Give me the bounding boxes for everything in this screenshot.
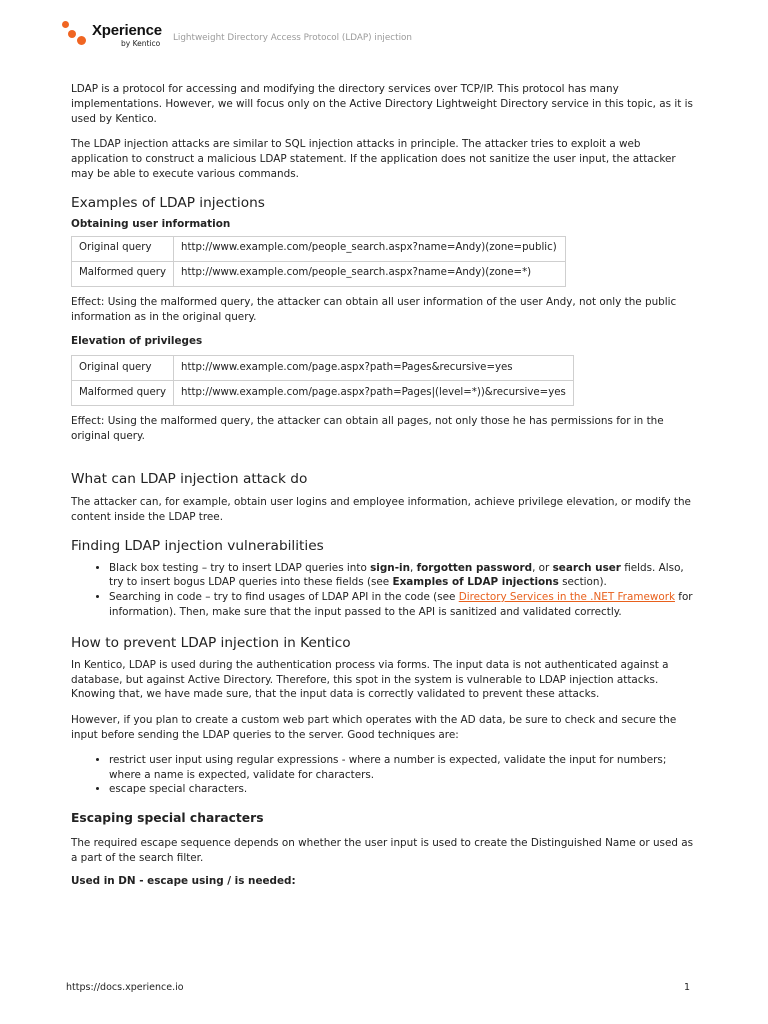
xperience-logo[interactable]	[62, 20, 162, 56]
query-table-user-info	[71, 236, 566, 287]
logo-by-line: by Kentico	[121, 39, 161, 48]
table-row	[72, 261, 566, 286]
section-heading-finding: Finding LDAP injection vulnerabilities	[71, 537, 324, 554]
section-heading-examples: Examples of LDAP injections	[71, 194, 265, 211]
table-row	[72, 381, 574, 406]
list-item-text: , or	[532, 561, 553, 574]
effect-text: Effect: Using the malformed query, the attacker can obtain all user information of the user Andy, not only the public information as in the original query.	[71, 295, 677, 323]
finding-list	[71, 561, 701, 620]
table-cell-label: Original query	[72, 236, 174, 261]
section-heading-escaping: Escaping special characters	[71, 811, 264, 826]
table-cell-label: Malformed query	[72, 381, 174, 406]
list-item-text: ,	[409, 561, 417, 574]
table-cell-query: http://www.example.com/page.aspx?path=Pages&recursive=yes	[174, 356, 574, 381]
logo-brand-text: Xperience	[92, 22, 162, 39]
list-item: • restrict user input using regular expressions - where a number is expected, validate the input for numbers; where a name is expected, validate for characters.	[109, 753, 701, 783]
section-heading-prevent: How to prevent LDAP injection in Kentico	[71, 634, 351, 651]
prevent-paragraph: In Kentico, LDAP is used during the authentication process via forms. The input data is not authenticated against a database, but against Active Directory. Therefore, this spot in the system is vulnerable to LDAP injection attacks. Knowing that, we have made sure, that the input data is correctly validated to prevent these attacks.	[71, 658, 669, 701]
dn-escape-label: Used in DN - escape using / is needed:	[71, 874, 296, 887]
list-item-text: for information). Then, make sure that the input passed to the API is sanitized and validated correctly.	[109, 591, 693, 618]
table-cell-query: http://www.example.com/page.aspx?path=Pages|(level=*))&recursive=yes	[174, 381, 574, 406]
table-row	[72, 356, 574, 381]
intro-paragraph: The LDAP injection attacks are similar to SQL injection attacks in principle. The attacker tries to exploit a web application to construct a malicious LDAP statement. If the application does not sanitize the user input, the attacker may be able to execute various commands.	[71, 138, 676, 180]
emphasis-text: search user	[552, 561, 621, 574]
logo-dot-icon	[68, 30, 76, 38]
escaping-text: The required escape sequence depends on whether the user input is used to create the Distinguished Name or used as a part of the search filter.	[71, 837, 694, 864]
directory-services-link[interactable]: Directory Services in the .NET Framework	[458, 591, 675, 604]
list-item-text: section).	[558, 576, 607, 589]
page-number: 1	[684, 982, 691, 993]
prevent-paragraph: However, if you plan to create a custom web part which operates with the AD data, be sure to check and secure the input before sending the LDAP queries to the server. Good techniques are:	[71, 714, 677, 741]
list-item-text: Searching in code – try to find usages of LDAP API in the code (see	[109, 591, 459, 604]
table-cell-query: http://www.example.com/people_search.aspx?name=Andy)(zone=public)	[174, 236, 566, 261]
list-item-text: fields. Also, try to insert bogus LDAP queries into these fields (see	[109, 561, 684, 589]
intro-paragraph: LDAP is a protocol for accessing and modifying the directory services over TCP/IP. This protocol has many implementations. However, we will focus only on the Active Directory Lightweight Directory service in this topic, as it is used by Kentico.	[71, 83, 693, 125]
query-table-privileges	[71, 355, 574, 406]
footer-url: https://docs.xperience.io	[66, 982, 184, 993]
list-item	[109, 590, 701, 620]
techniques-list	[71, 753, 701, 797]
table-cell-label: Malformed query	[72, 261, 174, 286]
table-cell-query: http://www.example.com/people_search.aspx?name=Andy)(zone=*)	[174, 261, 566, 286]
subheading-privileges: Elevation of privileges	[71, 335, 203, 348]
effect-text: Effect: Using the malformed query, the attacker can obtain all pages, not only those he has permissions for in the original query.	[71, 415, 664, 443]
list-item	[109, 561, 701, 591]
what-can-text: The attacker can, for example, obtain user logins and employee information, achieve privilege elevation, or modify the content inside the LDAP tree.	[71, 495, 691, 523]
subheading-user-info: Obtaining user information	[71, 217, 231, 230]
section-heading-what-can: What can LDAP injection attack do	[71, 470, 308, 487]
list-item: • escape special characters.	[109, 782, 701, 797]
emphasis-text: sign-in	[370, 561, 410, 574]
table-row	[72, 236, 566, 261]
logo-dot-icon	[77, 36, 86, 45]
table-cell-label: Original query	[72, 356, 174, 381]
list-item-text: Black box testing – try to insert LDAP queries into	[109, 561, 371, 574]
article-body	[71, 82, 701, 888]
emphasis-text: Examples of LDAP injections	[392, 576, 559, 589]
emphasis-text: forgotten password	[416, 561, 533, 574]
logo-dot-icon	[62, 21, 69, 28]
doc-title: Lightweight Directory Access Protocol (LDAP) injection	[173, 33, 412, 43]
